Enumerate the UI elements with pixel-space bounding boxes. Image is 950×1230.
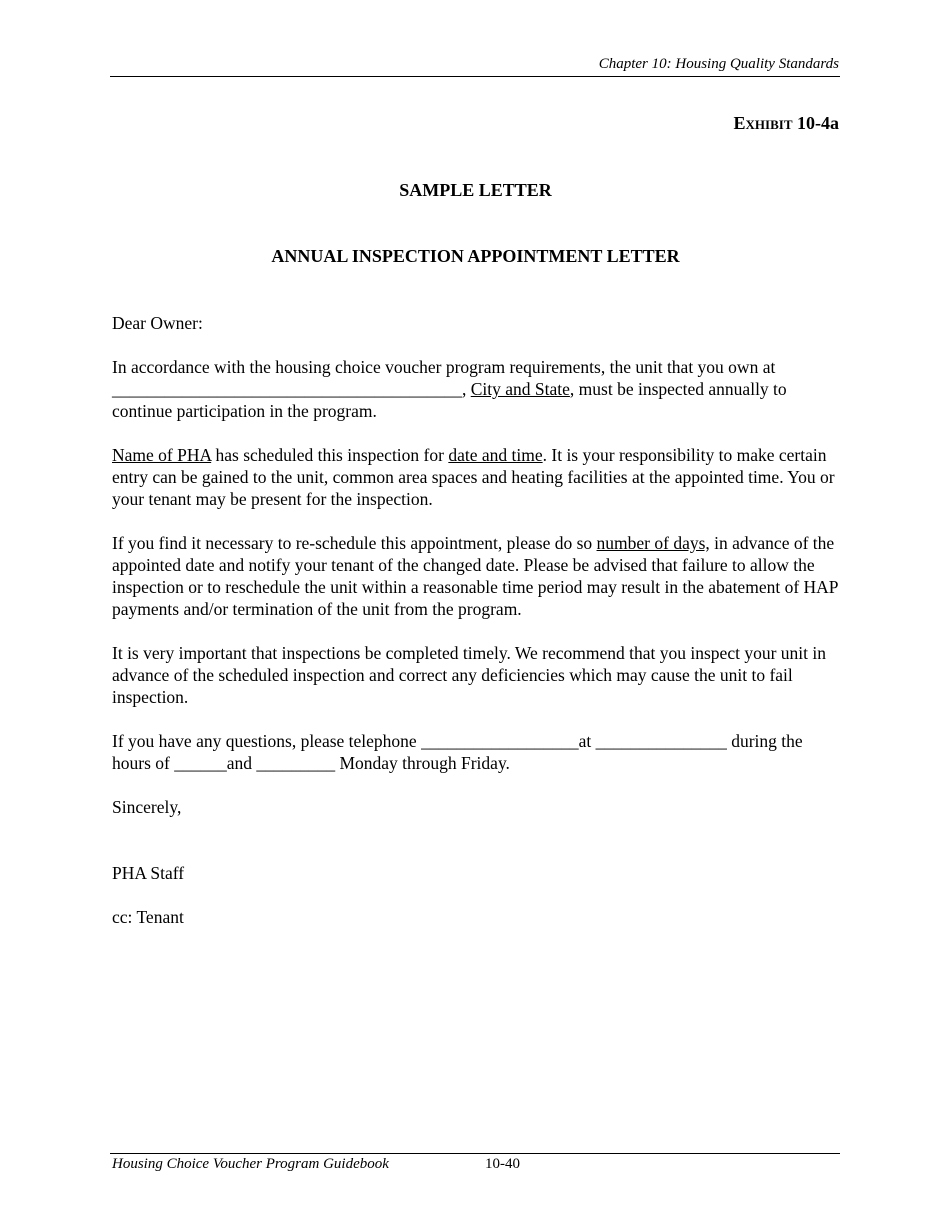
footer-book-title: Housing Choice Voucher Program Guidebook bbox=[112, 1156, 389, 1172]
sample-letter-title: SAMPLE LETTER bbox=[399, 180, 552, 200]
city-state-field: City and State bbox=[470, 379, 570, 399]
exhibit-word: Exhibit bbox=[733, 113, 793, 133]
p1-text-a: In accordance with the housing choice voucher program requirements, the unit that you own at bbox=[112, 357, 776, 377]
p2-text-b: . It is your responsibility to make certain entry can be gained to the unit, common area spaces and heating facilities at the appointed time. You or your tenant may be present for the inspection. bbox=[112, 445, 835, 509]
p1-separator: , bbox=[462, 379, 471, 399]
address-blank: ________________________________________ bbox=[112, 379, 462, 399]
paragraph-3 bbox=[112, 532, 839, 620]
closing: Sincerely, bbox=[112, 797, 182, 817]
pha-name-field: Name of PHA bbox=[112, 445, 212, 465]
letter-title: ANNUAL INSPECTION APPOINTMENT LETTER bbox=[271, 246, 680, 266]
exhibit-label bbox=[112, 113, 839, 134]
cc-line: cc: Tenant bbox=[112, 907, 184, 927]
p3-text-b: in advance of the appointed date and notify your tenant of the changed date. Please be advised that failure to allow the inspection or to reschedule the unit within a reasonable time period may result in the abatement of HAP payments and/or termination of the unit from the program. bbox=[112, 533, 838, 619]
p2-text-a: has scheduled this inspection for bbox=[211, 445, 449, 465]
running-header: Chapter 10: Housing Quality Standards bbox=[598, 56, 839, 72]
letter-body bbox=[112, 312, 839, 950]
paragraph-2 bbox=[112, 444, 839, 510]
paragraph-5: If you have any questions, please telephone __________________at _______________ during the hours of ______and _________ Monday through Friday. bbox=[112, 731, 803, 773]
paragraph-1 bbox=[112, 356, 839, 422]
footer-rule bbox=[110, 1153, 840, 1154]
p3-text-a: If you find it necessary to re-schedule this appointment, please do so bbox=[112, 533, 597, 553]
header-rule bbox=[110, 76, 840, 77]
signature: PHA Staff bbox=[112, 863, 185, 883]
paragraph-4: It is very important that inspections be completed timely. We recommend that you inspect your unit in advance of the scheduled inspection and correct any deficiencies which may cause the unit to fail inspection. bbox=[112, 643, 826, 707]
date-time-field: date and time bbox=[448, 445, 543, 465]
number-of-days-field: number of days, bbox=[596, 533, 710, 553]
salutation: Dear Owner: bbox=[112, 313, 203, 333]
p1-text-b: , must be inspected annually to continue participation in the program. bbox=[112, 379, 787, 421]
exhibit-number: 10-4a bbox=[797, 113, 839, 133]
page-number: 10-40 bbox=[485, 1156, 520, 1172]
